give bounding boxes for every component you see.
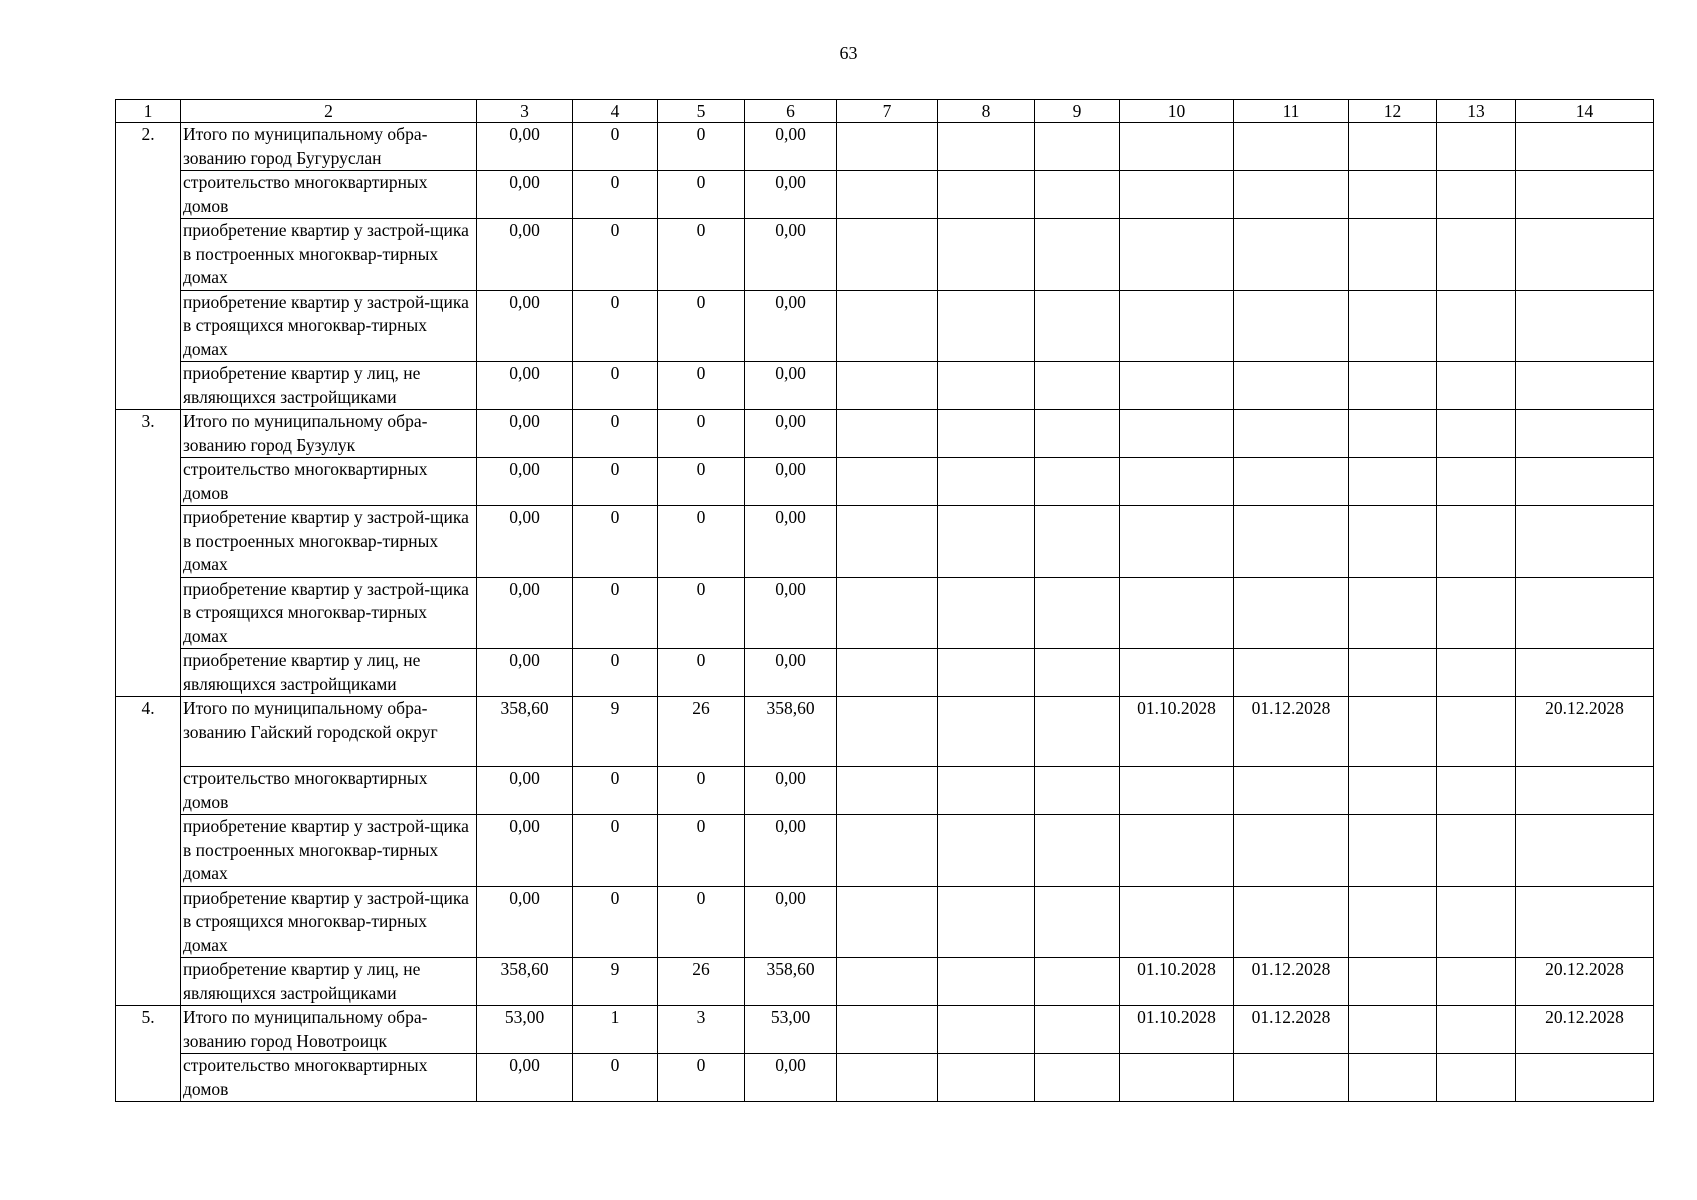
table-row	[116, 219, 1654, 291]
cell-col13	[1437, 123, 1516, 171]
column-header: 13	[1437, 100, 1516, 123]
cell-col11	[1234, 410, 1349, 458]
cell-col13	[1437, 886, 1516, 958]
cell-col12	[1349, 362, 1437, 410]
cell-col10	[1120, 410, 1234, 458]
cell-col4: 0	[573, 649, 658, 697]
cell-col4: 0	[573, 767, 658, 815]
cell-col7	[837, 649, 938, 697]
cell-col12	[1349, 697, 1437, 767]
cell-col3: 0,00	[477, 290, 573, 362]
table-row	[116, 362, 1654, 410]
cell-col12	[1349, 577, 1437, 649]
cell-col7	[837, 1006, 938, 1054]
cell-col5: 0	[658, 290, 745, 362]
column-header: 14	[1516, 100, 1654, 123]
cell-col9	[1035, 171, 1120, 219]
cell-col13	[1437, 290, 1516, 362]
cell-col3: 0,00	[477, 815, 573, 887]
cell-col14	[1516, 1054, 1654, 1102]
cell-col3: 0,00	[477, 1054, 573, 1102]
cell-col5: 3	[658, 1006, 745, 1054]
cell-col3: 0,00	[477, 123, 573, 171]
row-name: строительство многоквартирных домов	[181, 767, 477, 815]
cell-col14	[1516, 886, 1654, 958]
cell-col11	[1234, 123, 1349, 171]
cell-col4: 0	[573, 410, 658, 458]
cell-col8	[938, 1006, 1035, 1054]
group-number: 3.	[116, 410, 181, 697]
cell-col12	[1349, 1054, 1437, 1102]
cell-col11	[1234, 171, 1349, 219]
cell-col9	[1035, 577, 1120, 649]
cell-col11	[1234, 506, 1349, 578]
cell-col6: 0,00	[745, 1054, 837, 1102]
cell-col3: 0,00	[477, 506, 573, 578]
cell-col6: 0,00	[745, 171, 837, 219]
row-name: приобретение квартир у застрой-щика в построенных многоквар-тирных домах	[181, 506, 477, 578]
cell-col6: 53,00	[745, 1006, 837, 1054]
cell-col8	[938, 171, 1035, 219]
cell-col7	[837, 362, 938, 410]
cell-col13	[1437, 219, 1516, 291]
cell-col12	[1349, 290, 1437, 362]
cell-col6: 0,00	[745, 815, 837, 887]
cell-col8	[938, 123, 1035, 171]
cell-col11: 01.12.2028	[1234, 697, 1349, 767]
cell-col7	[837, 1054, 938, 1102]
cell-col8	[938, 649, 1035, 697]
page-number: 63	[839, 43, 858, 63]
cell-col5: 0	[658, 410, 745, 458]
table-row	[116, 958, 1654, 1006]
row-name: приобретение квартир у застрой-щика в строящихся многоквар-тирных домах	[181, 577, 477, 649]
cell-col13	[1437, 1054, 1516, 1102]
cell-col5: 26	[658, 958, 745, 1006]
row-name: Итого по муниципальному обра-зованию Гайский городской округ	[181, 697, 477, 767]
cell-col9	[1035, 1054, 1120, 1102]
cell-col13	[1437, 410, 1516, 458]
cell-col5: 0	[658, 815, 745, 887]
cell-col10	[1120, 290, 1234, 362]
cell-col11	[1234, 290, 1349, 362]
cell-col14	[1516, 362, 1654, 410]
row-name: приобретение квартир у застрой-щика в строящихся многоквар-тирных домах	[181, 290, 477, 362]
cell-col10	[1120, 458, 1234, 506]
cell-col14	[1516, 815, 1654, 887]
cell-col6: 0,00	[745, 219, 837, 291]
cell-col11	[1234, 219, 1349, 291]
cell-col7	[837, 577, 938, 649]
cell-col7	[837, 697, 938, 767]
cell-col5: 0	[658, 886, 745, 958]
column-number-row	[116, 100, 1654, 123]
cell-col10	[1120, 362, 1234, 410]
cell-col10	[1120, 506, 1234, 578]
cell-col13	[1437, 815, 1516, 887]
column-header: 3	[477, 100, 573, 123]
cell-col8	[938, 458, 1035, 506]
table-row	[116, 458, 1654, 506]
table-row	[116, 649, 1654, 697]
cell-col7	[837, 506, 938, 578]
cell-col3: 358,60	[477, 697, 573, 767]
cell-col3: 358,60	[477, 958, 573, 1006]
cell-col9	[1035, 815, 1120, 887]
cell-col7	[837, 123, 938, 171]
cell-col13	[1437, 362, 1516, 410]
table-row	[116, 767, 1654, 815]
cell-col5: 0	[658, 1054, 745, 1102]
cell-col10: 01.10.2028	[1120, 1006, 1234, 1054]
cell-col13	[1437, 649, 1516, 697]
group-number: 4.	[116, 697, 181, 1006]
cell-col8	[938, 697, 1035, 767]
row-name: приобретение квартир у лиц, не являющихся застройщиками	[181, 362, 477, 410]
cell-col10	[1120, 1054, 1234, 1102]
cell-col10	[1120, 815, 1234, 887]
cell-col5: 0	[658, 577, 745, 649]
cell-col14	[1516, 171, 1654, 219]
cell-col9	[1035, 123, 1120, 171]
column-header: 4	[573, 100, 658, 123]
cell-col4: 0	[573, 171, 658, 219]
cell-col7	[837, 219, 938, 291]
table-row	[116, 123, 1654, 171]
cell-col4: 0	[573, 219, 658, 291]
table-row	[116, 697, 1654, 767]
cell-col14: 20.12.2028	[1516, 697, 1654, 767]
column-header: 11	[1234, 100, 1349, 123]
cell-col11	[1234, 649, 1349, 697]
row-name: Итого по муниципальному обра-зованию город Бузулук	[181, 410, 477, 458]
cell-col7	[837, 458, 938, 506]
cell-col6: 0,00	[745, 290, 837, 362]
cell-col4: 0	[573, 506, 658, 578]
cell-col6: 0,00	[745, 767, 837, 815]
cell-col12	[1349, 958, 1437, 1006]
cell-col8	[938, 219, 1035, 291]
cell-col5: 0	[658, 458, 745, 506]
cell-col12	[1349, 458, 1437, 506]
cell-col14	[1516, 290, 1654, 362]
column-header: 8	[938, 100, 1035, 123]
cell-col9	[1035, 697, 1120, 767]
cell-col9	[1035, 958, 1120, 1006]
cell-col11	[1234, 767, 1349, 815]
cell-col5: 0	[658, 767, 745, 815]
cell-col4: 9	[573, 697, 658, 767]
cell-col4: 1	[573, 1006, 658, 1054]
cell-col9	[1035, 219, 1120, 291]
column-header: 12	[1349, 100, 1437, 123]
cell-col3: 0,00	[477, 577, 573, 649]
cell-col6: 0,00	[745, 886, 837, 958]
cell-col8	[938, 886, 1035, 958]
cell-col14	[1516, 767, 1654, 815]
cell-col5: 0	[658, 171, 745, 219]
cell-col10	[1120, 767, 1234, 815]
cell-col11	[1234, 1054, 1349, 1102]
cell-col14	[1516, 458, 1654, 506]
cell-col13	[1437, 1006, 1516, 1054]
cell-col13	[1437, 577, 1516, 649]
row-name: приобретение квартир у лиц, не являющихся застройщиками	[181, 649, 477, 697]
cell-col12	[1349, 123, 1437, 171]
cell-col4: 0	[573, 123, 658, 171]
cell-col6: 0,00	[745, 362, 837, 410]
cell-col3: 53,00	[477, 1006, 573, 1054]
cell-col6: 0,00	[745, 123, 837, 171]
cell-col12	[1349, 171, 1437, 219]
column-header: 2	[181, 100, 477, 123]
cell-col10	[1120, 171, 1234, 219]
table-row	[116, 1006, 1654, 1054]
cell-col14	[1516, 123, 1654, 171]
cell-col3: 0,00	[477, 649, 573, 697]
cell-col3: 0,00	[477, 219, 573, 291]
cell-col5: 0	[658, 362, 745, 410]
cell-col4: 0	[573, 362, 658, 410]
cell-col4: 0	[573, 815, 658, 887]
cell-col14: 20.12.2028	[1516, 958, 1654, 1006]
table-row	[116, 506, 1654, 578]
cell-col9	[1035, 649, 1120, 697]
cell-col9	[1035, 458, 1120, 506]
cell-col8	[938, 1054, 1035, 1102]
cell-col6: 0,00	[745, 649, 837, 697]
cell-col7	[837, 171, 938, 219]
cell-col7	[837, 958, 938, 1006]
cell-col13	[1437, 458, 1516, 506]
cell-col11: 01.12.2028	[1234, 1006, 1349, 1054]
cell-col8	[938, 410, 1035, 458]
table-row	[116, 815, 1654, 887]
cell-col8	[938, 362, 1035, 410]
table-row	[116, 577, 1654, 649]
cell-col8	[938, 815, 1035, 887]
cell-col6: 0,00	[745, 506, 837, 578]
cell-col5: 26	[658, 697, 745, 767]
row-name: приобретение квартир у лиц, не являющихся застройщиками	[181, 958, 477, 1006]
cell-col12	[1349, 886, 1437, 958]
cell-col14	[1516, 219, 1654, 291]
cell-col14	[1516, 577, 1654, 649]
cell-col12	[1349, 1006, 1437, 1054]
cell-col7	[837, 290, 938, 362]
cell-col9	[1035, 1006, 1120, 1054]
table-row	[116, 1054, 1654, 1102]
row-name: Итого по муниципальному обра-зованию город Бугуруслан	[181, 123, 477, 171]
cell-col12	[1349, 815, 1437, 887]
column-header: 7	[837, 100, 938, 123]
cell-col12	[1349, 219, 1437, 291]
cell-col14	[1516, 506, 1654, 578]
cell-col8	[938, 958, 1035, 1006]
cell-col7	[837, 815, 938, 887]
table-row	[116, 171, 1654, 219]
row-name: строительство многоквартирных домов	[181, 458, 477, 506]
cell-col4: 0	[573, 458, 658, 506]
cell-col10	[1120, 886, 1234, 958]
cell-col8	[938, 577, 1035, 649]
cell-col4: 0	[573, 577, 658, 649]
cell-col12	[1349, 410, 1437, 458]
program-table	[115, 99, 1654, 1102]
cell-col9	[1035, 767, 1120, 815]
cell-col9	[1035, 886, 1120, 958]
row-name: Итого по муниципальному обра-зованию город Новотроицк	[181, 1006, 477, 1054]
cell-col7	[837, 767, 938, 815]
cell-col11	[1234, 886, 1349, 958]
cell-col11	[1234, 577, 1349, 649]
cell-col5: 0	[658, 649, 745, 697]
cell-col7	[837, 886, 938, 958]
cell-col12	[1349, 767, 1437, 815]
group-number: 5.	[116, 1006, 181, 1102]
cell-col13	[1437, 506, 1516, 578]
cell-col11: 01.12.2028	[1234, 958, 1349, 1006]
cell-col3: 0,00	[477, 410, 573, 458]
table-row	[116, 886, 1654, 958]
cell-col3: 0,00	[477, 458, 573, 506]
cell-col14: 20.12.2028	[1516, 1006, 1654, 1054]
cell-col6: 0,00	[745, 410, 837, 458]
cell-col12	[1349, 506, 1437, 578]
cell-col13	[1437, 697, 1516, 767]
cell-col8	[938, 767, 1035, 815]
cell-col3: 0,00	[477, 767, 573, 815]
column-header: 1	[116, 100, 181, 123]
cell-col13	[1437, 171, 1516, 219]
row-name: приобретение квартир у застрой-щика в строящихся многоквар-тирных домах	[181, 886, 477, 958]
cell-col10	[1120, 577, 1234, 649]
cell-col10	[1120, 123, 1234, 171]
table-row	[116, 410, 1654, 458]
cell-col8	[938, 290, 1035, 362]
cell-col4: 0	[573, 290, 658, 362]
cell-col9	[1035, 362, 1120, 410]
cell-col4: 0	[573, 1054, 658, 1102]
cell-col6: 358,60	[745, 958, 837, 1006]
cell-col8	[938, 506, 1035, 578]
cell-col10: 01.10.2028	[1120, 958, 1234, 1006]
cell-col4: 9	[573, 958, 658, 1006]
column-header: 5	[658, 100, 745, 123]
table-row	[116, 290, 1654, 362]
row-name: строительство многоквартирных домов	[181, 171, 477, 219]
column-header: 9	[1035, 100, 1120, 123]
cell-col9	[1035, 410, 1120, 458]
cell-col6: 0,00	[745, 577, 837, 649]
cell-col13	[1437, 958, 1516, 1006]
cell-col6: 0,00	[745, 458, 837, 506]
row-name: строительство многоквартирных домов	[181, 1054, 477, 1102]
cell-col7	[837, 410, 938, 458]
cell-col5: 0	[658, 219, 745, 291]
cell-col6: 358,60	[745, 697, 837, 767]
row-name: приобретение квартир у застрой-щика в построенных многоквар-тирных домах	[181, 815, 477, 887]
cell-col13	[1437, 767, 1516, 815]
cell-col11	[1234, 362, 1349, 410]
column-header: 10	[1120, 100, 1234, 123]
cell-col11	[1234, 815, 1349, 887]
cell-col5: 0	[658, 123, 745, 171]
cell-col9	[1035, 506, 1120, 578]
cell-col11	[1234, 458, 1349, 506]
cell-col12	[1349, 649, 1437, 697]
cell-col3: 0,00	[477, 886, 573, 958]
cell-col9	[1035, 290, 1120, 362]
cell-col14	[1516, 410, 1654, 458]
column-header: 6	[745, 100, 837, 123]
cell-col14	[1516, 649, 1654, 697]
cell-col3: 0,00	[477, 362, 573, 410]
group-number: 2.	[116, 123, 181, 410]
cell-col10	[1120, 649, 1234, 697]
row-name: приобретение квартир у застрой-щика в построенных многоквар-тирных домах	[181, 219, 477, 291]
cell-col4: 0	[573, 886, 658, 958]
cell-col5: 0	[658, 506, 745, 578]
cell-col10	[1120, 219, 1234, 291]
cell-col3: 0,00	[477, 171, 573, 219]
cell-col10: 01.10.2028	[1120, 697, 1234, 767]
